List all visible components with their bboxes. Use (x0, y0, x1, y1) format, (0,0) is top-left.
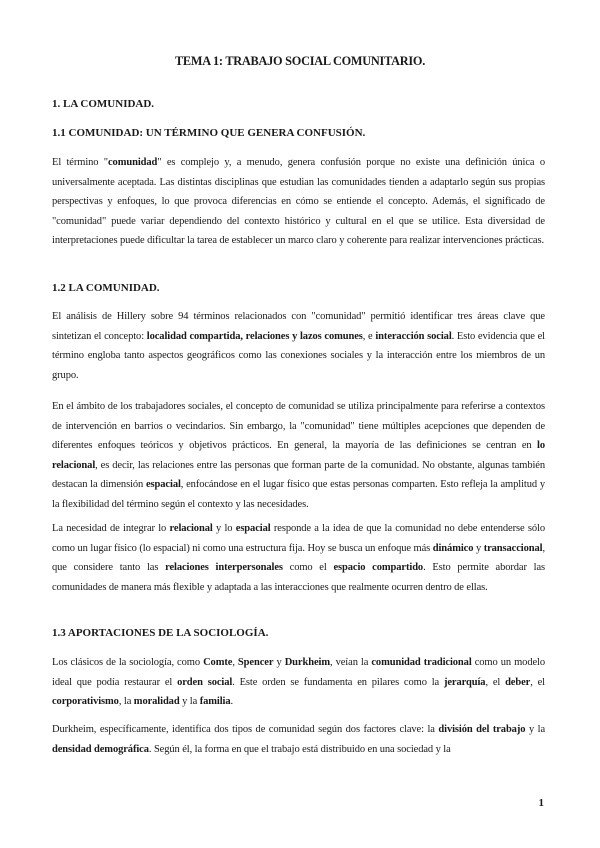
bold-term: Spencer (237, 657, 274, 668)
text-run: , la (118, 696, 134, 707)
text-run: Durkheim, específicamente, identifica dos tipos de comunidad según dos factores clave: la (52, 724, 439, 735)
paragraph (52, 653, 545, 712)
bold-term: localidad compartida, relaciones y lazos comunes (146, 330, 363, 342)
text-run: responde a la idea de que la comunidad no debe entenderse sólo como un lugar físico (lo espacial) ni como una estructura fija. Hoy se busca un enfoque más (52, 523, 545, 554)
text-run: . Este orden se fundamenta en pilares como la (232, 676, 444, 688)
paragraph (52, 397, 545, 514)
bold-term: transaccional (483, 542, 543, 554)
bold-term: deber (505, 676, 531, 688)
text-run: , e (362, 330, 376, 342)
paragraph (52, 519, 545, 597)
bold-term: comunidad tradicional (371, 657, 472, 668)
bold-term: espacial (146, 479, 181, 490)
text-run: El análisis de Hillery sobre 94 términos relacionados con "comunidad" permitió identificar tres áreas clave que sintetizan el concepto: (52, 311, 545, 342)
bold-term: jerarquía (443, 676, 486, 688)
text-run: . Según él, la forma en que el trabajo está distribuido en una sociedad y la (148, 743, 451, 755)
text-run: . Esto permite abordar las comunidades de manera más flexible y adaptada a las interacciones que realmente ocurren dentro de ellas. (52, 562, 546, 593)
text-run: y (273, 657, 285, 668)
text-run: y la (525, 724, 546, 735)
text-run: y lo (212, 523, 236, 534)
section-heading-1: 1. LA COMUNIDAD. (52, 98, 155, 110)
bold-term: Durkheim (284, 657, 330, 668)
bold-term: orden social (177, 676, 233, 688)
bold-term: interacción social (375, 330, 452, 342)
text-run: como el (282, 562, 334, 573)
text-run: como un modelo ideal que podía restaurar el (52, 657, 545, 688)
text-run: " es complejo y, a menudo, genera confusión porque no existe una definición única o universalmente aceptada. Las distintas disciplinas que estudian las comunidades tienden a adaptarlo según sus propias perspectivas y enfoques, lo que provoca diferencias en cómo se entiende el concepto. Además, el significado de "comunidad" puede variar dependiendo del contexto histórico y cultural en el que se utilice. Esta diversidad de interpretaciones puede dificultar la tarea de establecer un marco claro y coherente para realizar intervenciones prácticas. (52, 157, 545, 246)
text-run: El término " (52, 157, 108, 168)
section-heading-1-2: 1.2 LA COMUNIDAD. (52, 282, 160, 294)
bold-term: Comte (203, 657, 233, 668)
text-run: Los clásicos de la sociología, como (52, 657, 204, 668)
bold-term: división del trabajo (438, 724, 526, 735)
text-run: y (473, 542, 484, 554)
bold-term: dinámico (432, 542, 474, 554)
text-run: , veían la (330, 657, 372, 668)
paragraph (52, 720, 545, 759)
bold-term: espacial (235, 523, 271, 534)
bold-term: espacio compartido (333, 562, 424, 573)
text-run: , que considere tanto las (52, 542, 546, 573)
text-run: y la (179, 696, 200, 707)
bold-term: comunidad (107, 157, 158, 168)
text-run: . Esto evidencia que el término engloba tanto aspectos geográficos como las conexiones sociales y la interacción entre los miembros de un grupo. (52, 330, 545, 381)
text-run: La necesidad de integrar lo (52, 523, 170, 534)
section-heading-1-1: 1.1 COMUNIDAD: UN TÉRMINO QUE GENERA CONFUSIÓN. (52, 127, 366, 139)
bold-term: familia (199, 696, 231, 707)
document-title: TEMA 1: TRABAJO SOCIAL COMUNITARIO. (174, 54, 426, 68)
paragraph (52, 307, 545, 385)
bold-term: densidad demográfica (52, 743, 149, 755)
bold-term: relacional (169, 523, 213, 534)
bold-term: relaciones interpersonales (165, 562, 283, 573)
text-run: , es decir, las relaciones entre las personas que forman parte de la comunidad. No obstante, algunas también destacan la dimensión (52, 459, 545, 490)
text-run: , el (485, 676, 506, 688)
page-number: 1 (538, 797, 544, 809)
paragraph (52, 153, 545, 251)
section-heading-1-3: 1.3 APORTACIONES DE LA SOCIOLOGÍA. (52, 627, 269, 639)
text-run: , enfocándose en el lugar físico que estas personas comparten. Esto refleja la amplitud y la flexibilidad del término según el contexto y las necesidades. (52, 479, 545, 510)
text-run: . (230, 696, 234, 707)
bold-term: lo relacional (52, 440, 545, 471)
bold-term: corporativismo (52, 696, 119, 707)
text-run: En el ámbito de los trabajadores sociales, el concepto de comunidad se utiliza principalmente para referirse a contextos de intervención en barrios o vecindarios. Sin embargo, la "comunidad" tiene múltiples acepciones que dependen de diferentes enfoques teóricos y objetivos prácticos. En general, la mayoría de las definiciones se centran en (52, 401, 545, 451)
text-run: , el (530, 676, 545, 688)
text-run: , (232, 657, 238, 668)
bold-term: moralidad (133, 696, 180, 707)
